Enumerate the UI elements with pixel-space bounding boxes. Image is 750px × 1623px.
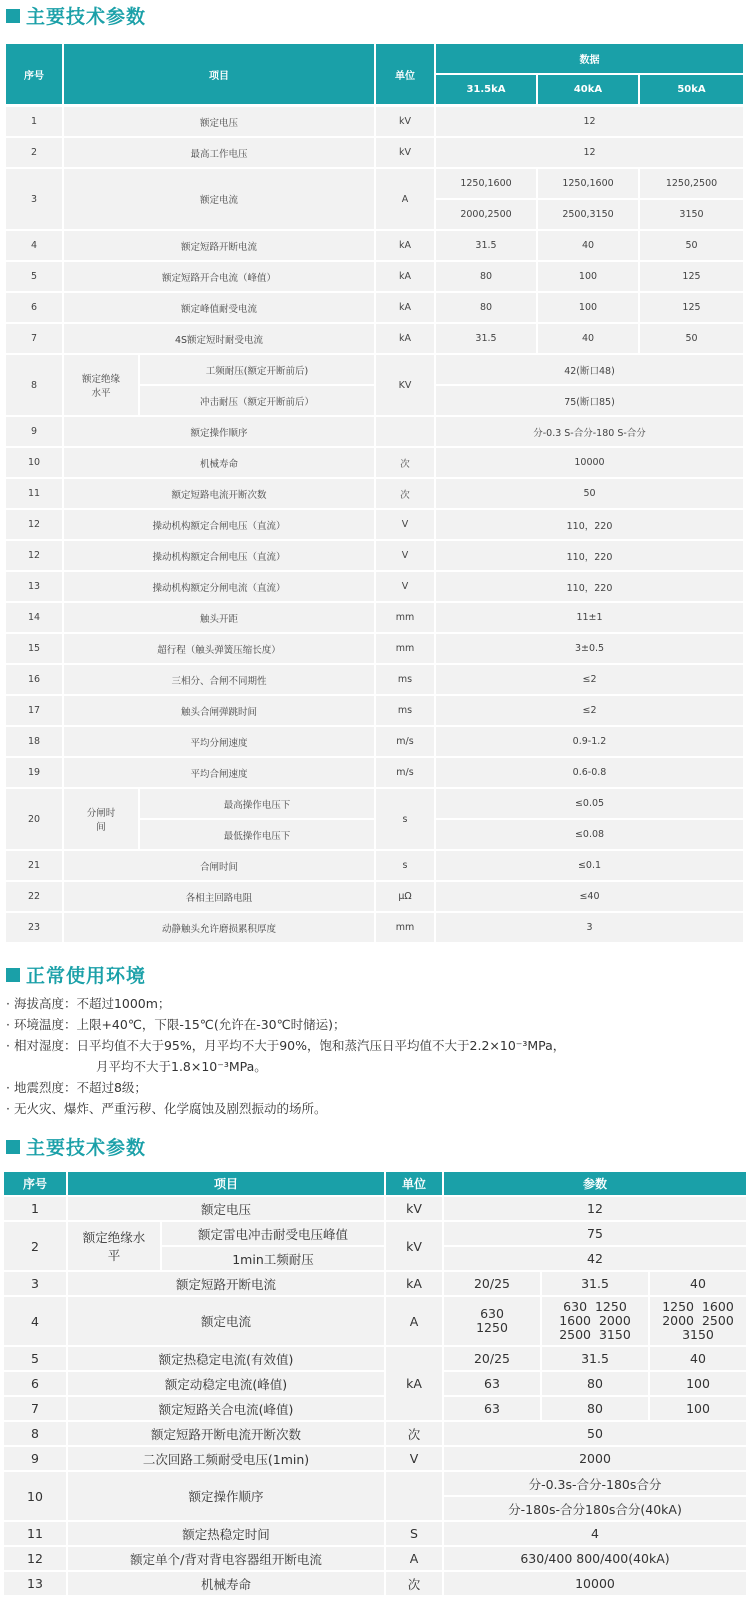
row-number: 2 xyxy=(6,138,62,167)
row-unit xyxy=(386,1472,442,1520)
row-value: 31.5 xyxy=(436,231,536,260)
title-square-icon xyxy=(6,9,20,23)
row-number: 4 xyxy=(4,1297,66,1345)
row-unit: A xyxy=(386,1297,442,1345)
row-value: 630 1250 xyxy=(444,1297,540,1345)
row-item: 合闸时间 xyxy=(64,851,374,880)
row-unit: kV xyxy=(386,1222,442,1270)
row-number: 22 xyxy=(6,882,62,911)
row-item: 机械寿命 xyxy=(64,448,374,477)
row-number: 20 xyxy=(6,789,62,849)
row-item: 额定电流 xyxy=(64,169,374,229)
env-item: · 海拔高度：不超过1000m； xyxy=(6,996,171,1011)
row-unit: kA xyxy=(386,1272,442,1295)
section-title-text: 正常使用环境 xyxy=(26,965,147,987)
row-number: 7 xyxy=(4,1397,66,1420)
row-item: 动静触头允许磨损累积厚度 xyxy=(64,913,374,942)
row-number: 5 xyxy=(4,1347,66,1370)
row-value: 125 xyxy=(640,262,743,291)
header-item: 项目 xyxy=(68,1172,384,1195)
row-group-label: 额定绝缘水平 xyxy=(64,355,138,415)
row-number: 2 xyxy=(4,1222,66,1270)
row-value: 31.5 xyxy=(436,324,536,353)
row-sub-item: 冲击耐压（额定开断前后） xyxy=(140,386,374,415)
row-value: 110，220 xyxy=(436,510,743,539)
row-number: 4 xyxy=(6,231,62,260)
row-value: 分-180s-合分180s合分(40kA) xyxy=(444,1497,746,1520)
row-number: 12 xyxy=(6,541,62,570)
title-square-icon xyxy=(6,968,20,982)
row-value: ≤0.05 xyxy=(436,789,743,818)
header-unit: 单位 xyxy=(376,44,434,104)
row-value: 630 1250 1600 2000 2500 3150 xyxy=(542,1297,648,1345)
row-unit: mm xyxy=(376,913,434,942)
row-number: 19 xyxy=(6,758,62,787)
row-value: 40 xyxy=(538,324,638,353)
row-item: 二次回路工频耐受电压(1min) xyxy=(68,1447,384,1470)
row-item: 额定短路电流开断次数 xyxy=(64,479,374,508)
row-value: ≤40 xyxy=(436,882,743,911)
row-unit: kV xyxy=(376,138,434,167)
row-item: 额定短路开合电流（峰值） xyxy=(64,262,374,291)
row-number: 8 xyxy=(6,355,62,415)
row-item: 额定热稳定电流(有效值) xyxy=(68,1347,384,1370)
header-data: 数据 xyxy=(436,44,743,73)
row-item: 额定动稳定电流(峰值) xyxy=(68,1372,384,1395)
row-unit: 次 xyxy=(376,448,434,477)
row-item: 额定短路开断电流 xyxy=(68,1272,384,1295)
row-value: 0.6-0.8 xyxy=(436,758,743,787)
row-value: 63 xyxy=(444,1372,540,1395)
row-value: 10000 xyxy=(444,1572,746,1595)
row-number: 7 xyxy=(6,324,62,353)
row-number: 12 xyxy=(4,1547,66,1570)
header-seq: 序号 xyxy=(6,44,62,104)
row-item: 平均合闸速度 xyxy=(64,758,374,787)
row-value: 1250,1600 xyxy=(538,169,638,198)
row-item: 平均分闸速度 xyxy=(64,727,374,756)
env-item: · 无火灾、爆炸、严重污秽、化学腐蚀及剧烈振动的场所。 xyxy=(6,1101,327,1116)
row-item: 机械寿命 xyxy=(68,1572,384,1595)
row-number: 1 xyxy=(4,1197,66,1220)
row-unit: ms xyxy=(376,696,434,725)
row-item: 额定电压 xyxy=(64,107,374,136)
row-unit: S xyxy=(386,1522,442,1545)
row-value: 40 xyxy=(650,1272,746,1295)
row-item: 额定操作顺序 xyxy=(68,1472,384,1520)
row-value: 42 xyxy=(444,1247,746,1270)
row-value: 20/25 xyxy=(444,1347,540,1370)
row-item: 额定短路关合电流(峰值) xyxy=(68,1397,384,1420)
row-value: 3±0.5 xyxy=(436,634,743,663)
row-value: 42(断口48) xyxy=(436,355,743,384)
row-number: 18 xyxy=(6,727,62,756)
row-number: 13 xyxy=(6,572,62,601)
row-unit: μΩ xyxy=(376,882,434,911)
row-value: 12 xyxy=(444,1197,746,1220)
row-value: 80 xyxy=(542,1372,648,1395)
row-value: 20/25 xyxy=(444,1272,540,1295)
row-unit: kA xyxy=(386,1347,442,1420)
row-value: 630/400 800/400(40kA) xyxy=(444,1547,746,1570)
env-item: · 环境温度：上限+40℃，下限-15℃(允许在-30℃时储运)； xyxy=(6,1017,346,1032)
row-item: 额定电流 xyxy=(68,1297,384,1345)
row-value: 80 xyxy=(436,293,536,322)
row-item: 额定电压 xyxy=(68,1197,384,1220)
row-number: 6 xyxy=(4,1372,66,1395)
section-title-tech-params-2 xyxy=(6,1133,146,1160)
row-value: 2000 xyxy=(444,1447,746,1470)
row-item: 额定峰值耐受电流 xyxy=(64,293,374,322)
row-item: 触头开距 xyxy=(64,603,374,632)
row-value: 分-0.3 S-合分-180 S-合分 xyxy=(436,417,743,446)
row-number: 9 xyxy=(6,417,62,446)
row-sub-item: 最低操作电压下 xyxy=(140,820,374,849)
row-sub-item: 额定雷电冲击耐受电压峰值 xyxy=(162,1222,384,1245)
row-unit: 次 xyxy=(376,479,434,508)
row-number: 5 xyxy=(6,262,62,291)
row-value: 50 xyxy=(436,479,743,508)
row-item: 操动机构额定合闸电压（直流） xyxy=(64,510,374,539)
row-value: 100 xyxy=(538,262,638,291)
row-value: 0.9-1.2 xyxy=(436,727,743,756)
header-col-50kA: 50kA xyxy=(640,75,743,104)
row-value: 2500,3150 xyxy=(538,200,638,229)
row-unit: ms xyxy=(376,665,434,694)
row-unit: mm xyxy=(376,603,434,632)
row-item: 各相主回路电阻 xyxy=(64,882,374,911)
row-value: 50 xyxy=(640,324,743,353)
row-item: 额定热稳定时间 xyxy=(68,1522,384,1545)
row-item: 操动机构额定分闸电流（直流） xyxy=(64,572,374,601)
row-value: 100 xyxy=(650,1397,746,1420)
row-value: 110，220 xyxy=(436,572,743,601)
row-value: 1250,2500 xyxy=(640,169,743,198)
row-value: 2000,2500 xyxy=(436,200,536,229)
row-number: 11 xyxy=(6,479,62,508)
row-number: 23 xyxy=(6,913,62,942)
section-title-environment xyxy=(6,961,146,988)
row-unit: s xyxy=(376,789,434,849)
row-item: 额定操作顺序 xyxy=(64,417,374,446)
section-title-text: 主要技术参数 xyxy=(26,6,147,28)
row-value: 分-0.3s-合分-180s合分 xyxy=(444,1472,746,1495)
row-unit: A xyxy=(386,1547,442,1570)
row-item: 触头合闸弹跳时间 xyxy=(64,696,374,725)
row-unit: mm xyxy=(376,634,434,663)
row-item: 三相分、合闸不同期性 xyxy=(64,665,374,694)
header-col-31.5kA: 31.5kA xyxy=(436,75,536,104)
row-unit: m/s xyxy=(376,727,434,756)
env-item: 月平均不大于1.8×10⁻³MPa。 xyxy=(96,1059,267,1074)
row-unit: kA xyxy=(376,231,434,260)
row-value: ≤0.08 xyxy=(436,820,743,849)
row-unit: 次 xyxy=(386,1422,442,1445)
row-number: 10 xyxy=(4,1472,66,1520)
row-value: 75(断口85) xyxy=(436,386,743,415)
row-unit: A xyxy=(376,169,434,229)
row-number: 11 xyxy=(4,1522,66,1545)
row-value: ≤2 xyxy=(436,665,743,694)
row-value: ≤0.1 xyxy=(436,851,743,880)
row-value: 40 xyxy=(650,1347,746,1370)
row-sub-item: 工频耐压(额定开断前后) xyxy=(140,355,374,384)
row-number: 13 xyxy=(4,1572,66,1595)
header-unit: 单位 xyxy=(386,1172,442,1195)
row-number: 12 xyxy=(6,510,62,539)
row-value: 1250 1600 2000 2500 3150 xyxy=(650,1297,746,1345)
row-unit: V xyxy=(376,541,434,570)
row-unit: s xyxy=(376,851,434,880)
row-value: ≤2 xyxy=(436,696,743,725)
header-seq: 序号 xyxy=(4,1172,66,1195)
environment-list xyxy=(6,993,565,1119)
row-unit: V xyxy=(386,1447,442,1470)
row-number: 3 xyxy=(4,1272,66,1295)
env-item: · 地震烈度：不超过8级； xyxy=(6,1080,147,1095)
row-item: 额定单个/背对背电容器组开断电流 xyxy=(68,1547,384,1570)
row-sub-item: 最高操作电压下 xyxy=(140,789,374,818)
row-value: 125 xyxy=(640,293,743,322)
row-value: 11±1 xyxy=(436,603,743,632)
row-unit: kV xyxy=(386,1197,442,1220)
env-item: · 相对湿度：日平均值不大于95%，月平均不大于90%，饱和蒸汽压日平均值不大于2.2×10⁻³MPa， xyxy=(6,1038,566,1053)
row-value: 3 xyxy=(436,913,743,942)
row-number: 17 xyxy=(6,696,62,725)
row-value: 31.5 xyxy=(542,1272,648,1295)
header-param: 参数 xyxy=(444,1172,746,1195)
row-item: 额定短路开断电流 xyxy=(64,231,374,260)
row-value: 75 xyxy=(444,1222,746,1245)
row-number: 14 xyxy=(6,603,62,632)
header-col-40kA: 40kA xyxy=(538,75,638,104)
row-item: 超行程（触头弹簧压缩长度） xyxy=(64,634,374,663)
row-unit: kA xyxy=(376,262,434,291)
row-item: 操动机构额定合闸电压（直流） xyxy=(64,541,374,570)
row-sub-item: 1min工频耐压 xyxy=(162,1247,384,1270)
row-number: 15 xyxy=(6,634,62,663)
row-value: 40 xyxy=(538,231,638,260)
row-item: 最高工作电压 xyxy=(64,138,374,167)
row-value: 50 xyxy=(444,1422,746,1445)
row-unit: 次 xyxy=(386,1572,442,1595)
row-unit: kA xyxy=(376,293,434,322)
row-value: 12 xyxy=(436,107,743,136)
section-title-tech-params xyxy=(6,2,146,29)
row-value: 4 xyxy=(444,1522,746,1545)
row-unit: kA xyxy=(376,324,434,353)
row-unit: V xyxy=(376,510,434,539)
row-number: 8 xyxy=(4,1422,66,1445)
row-unit: m/s xyxy=(376,758,434,787)
row-value: 10000 xyxy=(436,448,743,477)
row-value: 12 xyxy=(436,138,743,167)
row-value: 110，220 xyxy=(436,541,743,570)
row-value: 100 xyxy=(538,293,638,322)
row-item: 额定短路开断电流开断次数 xyxy=(68,1422,384,1445)
row-value: 3150 xyxy=(640,200,743,229)
row-number: 10 xyxy=(6,448,62,477)
row-unit: kV xyxy=(376,107,434,136)
row-unit: V xyxy=(376,572,434,601)
row-value: 63 xyxy=(444,1397,540,1420)
row-value: 80 xyxy=(542,1397,648,1420)
row-group-label: 分闸时间 xyxy=(64,789,138,849)
section-title-text: 主要技术参数 xyxy=(26,1137,147,1159)
row-value: 1250,1600 xyxy=(436,169,536,198)
row-number: 16 xyxy=(6,665,62,694)
row-item: 4S额定短时耐受电流 xyxy=(64,324,374,353)
row-value: 31.5 xyxy=(542,1347,648,1370)
row-unit xyxy=(376,417,434,446)
row-group-label: 额定绝缘水平 xyxy=(68,1222,160,1270)
row-unit: KV xyxy=(376,355,434,415)
row-value: 100 xyxy=(650,1372,746,1395)
row-number: 6 xyxy=(6,293,62,322)
row-number: 9 xyxy=(4,1447,66,1470)
row-value: 50 xyxy=(640,231,743,260)
header-item: 项目 xyxy=(64,44,374,104)
row-number: 21 xyxy=(6,851,62,880)
row-number: 3 xyxy=(6,169,62,229)
title-square-icon xyxy=(6,1140,20,1154)
row-number: 1 xyxy=(6,107,62,136)
row-value: 80 xyxy=(436,262,536,291)
